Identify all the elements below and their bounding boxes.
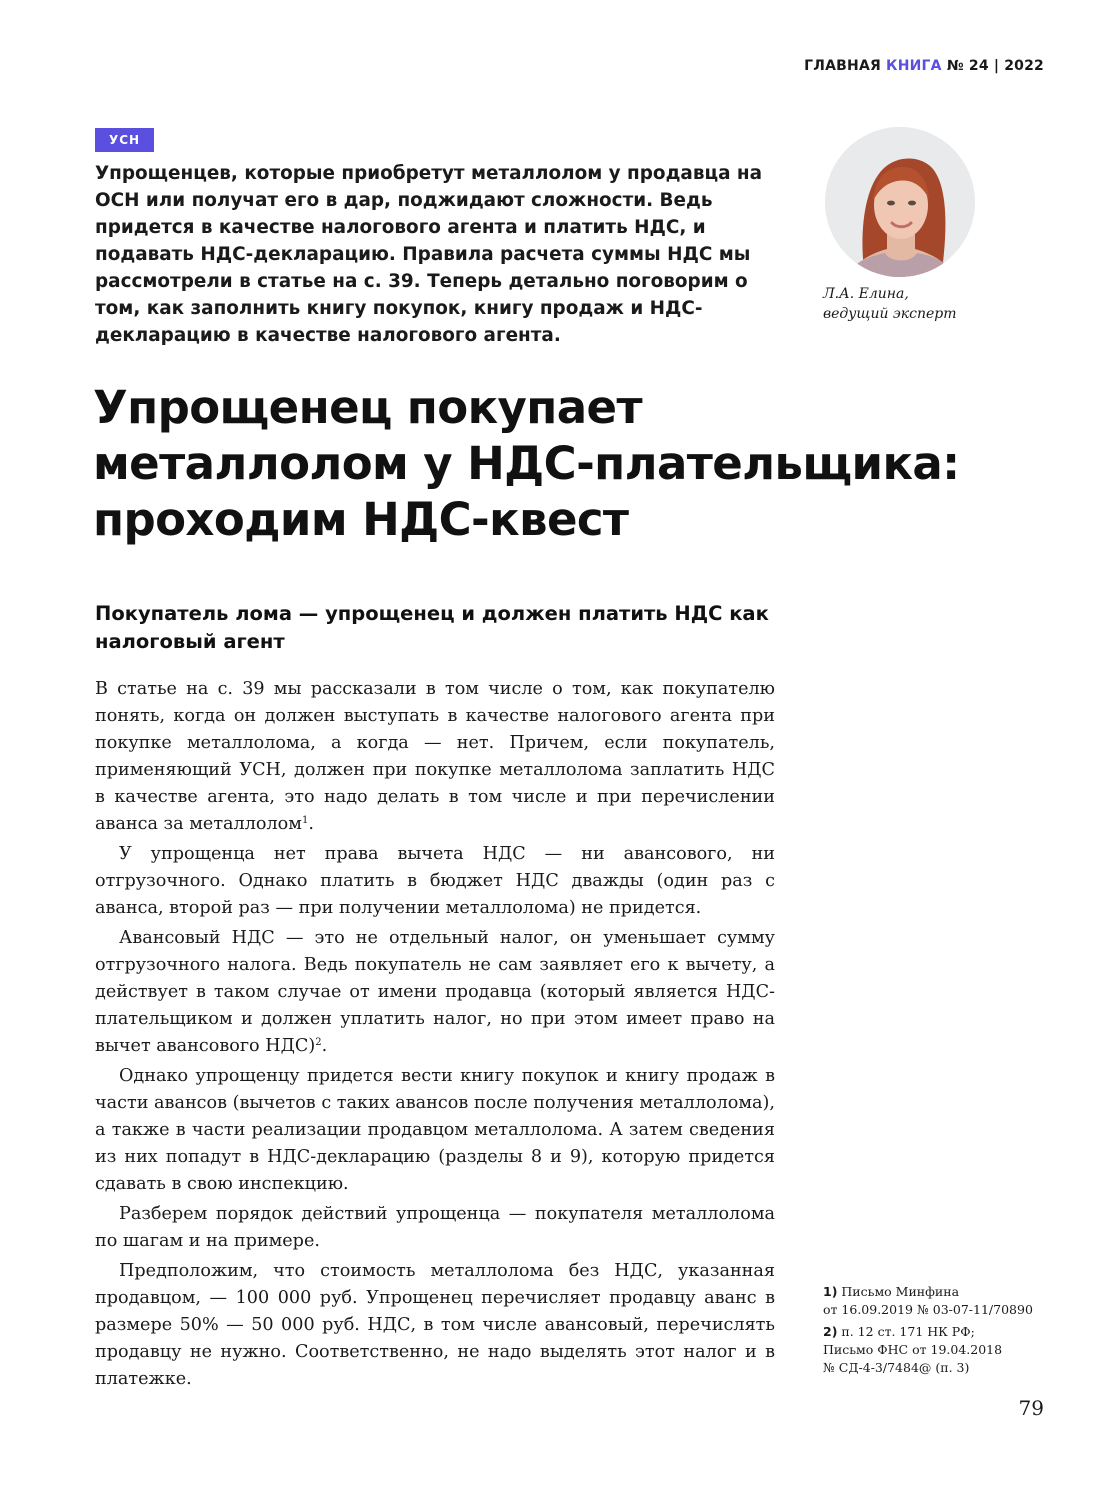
footnote	[823, 1283, 1063, 1319]
running-header	[804, 58, 1044, 74]
author-portrait-icon	[825, 127, 975, 277]
footnote-number: 1)	[823, 1284, 838, 1299]
body-paragraph	[95, 676, 775, 838]
footnote-line: от 16.09.2019 № 03-07-11/70890	[823, 1302, 1033, 1317]
issue-number: № 24 | 2022	[946, 58, 1044, 74]
body-paragraph: Однако упрощенцу придется вести книгу покупок и книгу продаж в части авансов (вычетов с таких авансов после получения металлолома), а также в части реализации продавцом металлолома. А затем сведения из них попадут в НДС-декларацию (разделы 8 и 9), которую придется сдавать в свою инспекцию.	[95, 1066, 775, 1194]
author-photo	[825, 127, 975, 277]
footnote-line: № СД-4-3/7484@ (п. 3)	[823, 1360, 970, 1375]
brand-accent: КНИГА	[886, 58, 942, 74]
section-subheading: Покупатель лома — упрощенец и должен платить НДС как налоговый агент	[95, 602, 769, 653]
author-role: ведущий эксперт	[823, 306, 957, 322]
article-body	[95, 676, 775, 1396]
title-line: Упрощенец покупает	[93, 381, 642, 434]
footnote	[823, 1323, 1063, 1377]
lead-paragraph: Упрощенцев, которые приобретут металлолом у продавца на ОСН или получат его в дар, поджидают сложности. Ведь придется в качестве налогового агента и платить НДС, и подавать НДС-декларацию. Правила расчета суммы НДС мы рассмотрели в статье на с. 39. Теперь детально поговорим о том, как заполнить книгу покупок, книгу продаж и НДС-декларацию в качестве налогового агента.	[95, 163, 763, 346]
footnote-ref: 2	[315, 1037, 322, 1048]
title-line: металлолом у НДС-плательщика:	[93, 437, 960, 490]
page-number: 79	[1018, 1396, 1044, 1420]
author-name: Л.А. Елина,	[823, 286, 909, 302]
footnote-ref: 1	[301, 815, 309, 826]
author-caption	[823, 284, 957, 324]
body-paragraph: У упрощенца нет права вычета НДС — ни авансового, ни отгрузочного. Однако платить в бюджет НДС дважды (один раз с аванса, второй раз — при получении металлолома) не придется.	[95, 844, 775, 918]
footnote-line: Письмо ФНС от 19.04.2018	[823, 1342, 1003, 1357]
footnote-line: п. 12 ст. 171 НК РФ;	[841, 1324, 975, 1339]
body-paragraph	[95, 925, 775, 1060]
body-paragraph: Разберем порядок действий упрощенца — покупателя металлолома по шагам и на примере.	[95, 1204, 775, 1251]
body-paragraph: Предположим, что стоимость металлолома без НДС, указанная продавцом, — 100 000 руб. Упрощенец перечисляет продавцу аванс в размере 50% — 50 000 руб. НДС, в том числе авансовый, перечислять продавцу не нужно. Соответственно, не надо выделять этот налог и в платежке.	[95, 1261, 775, 1389]
rubric-tag: УСН	[95, 128, 154, 152]
footnote-line: Письмо Минфина	[841, 1284, 960, 1299]
footnote-number: 2)	[823, 1324, 838, 1339]
paragraph-text: Авансовый НДС — это не отдельный налог, он уменьшает сумму отгрузочного налога. Ведь покупатель не сам заявляет его к вычету, а действует в таком случае от имени продавца (который является НДС-плательщиком и должен уплатить налог, но при этом имеет право на вычет авансового НДС)	[95, 928, 775, 1056]
paragraph-tail: .	[308, 814, 314, 834]
paragraph-text: В статье на с. 39 мы рассказали в том числе о том, как покупателю понять, когда он должен выступать в качестве налогового агента при покупке металлолома, а когда — нет. Причем, если покупатель, применяющий УСН, должен при покупке металлолома заплатить НДС в качестве агента, это надо делать в том числе и при перечислении аванса за металлолом	[95, 679, 775, 834]
footnotes	[823, 1283, 1063, 1381]
paragraph-tail: .	[321, 1036, 328, 1056]
brand-name: ГЛАВНАЯ	[804, 58, 881, 74]
title-line: проходим НДС-квест	[93, 493, 629, 546]
article-title	[93, 380, 1013, 548]
